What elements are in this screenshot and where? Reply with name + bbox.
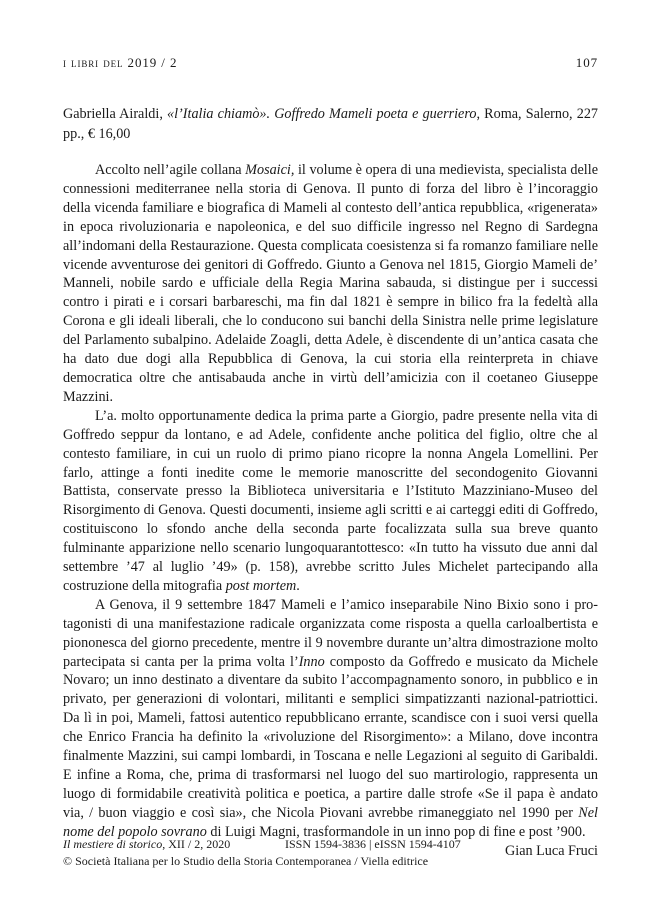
paragraph-text: Accolto nell’agile collana [95, 162, 246, 178]
paragraph-text: il volume è opera di una medievista, specialista delle connessioni mediterranee nella storia di Genova. Il punto di forza del libro è l’incoraggio della vicenda familiare e biografica di Mameli al contesto dell’antica repubblica, «rigenerata» in epoca rivoluzionaria e napoleonica, e del suo difficile ingresso nel Regno di Sardegna all’indomani della Restaurazione. Questa complicata coesistenza si fa romanzo familiare nelle vicende avventurose dei genitori di Goffredo. Giunto a Genova nel 1815, Giorgio Mameli de’ Manneli, nobile sardo e ufficiale della Regia Marina sabauda, si distingue per i successi contro i pirati e i corsari barbareschi, ma fin dal 1821 è sempre in bilico fra la fedeltà alla Corona e gli ideali liberali, che lo conducono sui banchi della Sinistra nelle prime legislature del Parlamento subalpino. Adelaide Zoagli, detta Adele, è discendente di un’antica casata che ha dato due dogi alla Repubblica di Genova, la cui storia ella reinterpreta in chiave democratica oltre che antisabauda anche in virtù dell’amicizia con il coetaneo Giuseppe Mazzini. [63, 162, 598, 405]
citation-author: Gabriella Airaldi, [63, 106, 168, 122]
paragraph-text: A Genova, il 9 settembre 1847 Mameli e l’amico inseparabile Nino Bixio sono i protagonisti di una manifestazione radicale organizzata come risposta a quella carloalbertista e piononesca del giorno precedente, mentre il 9 novembre durante un’altra dimostrazione molto partecipata si canta per la prima volta l’ [63, 596, 598, 670]
paragraph-text: L’a. molto opportunamente dedica la prima parte a Giorgio, padre presente nella vita di Goffredo seppur da lontano, e ad Adele, confidente anche politica del figlio, oltre che al contesto familiare, in cui un ruolo di primo piano ricopre la nonna Angela Lomellini. Per farlo, attinge a fonti inedite come le memorie manoscritte del secondogenito Giovanni Battista, conservate presso la Biblioteca universitaria e l’Istituto Mazziniano-Museo del Risorgimento di Genova. Questi documenti, insieme agli scritti e ai carteggi editi di Goffredo, costituiscono lo sfondo anche della seconda parte focalizzata sulla sua breve quanto fulminante apparizione nello scenario lungoquarantottesco: «In tutto ha vissuto due anni dal settembre ’47 al luglio ’49» (p. 158), avrebbe scritto Jules Michelet partecipando alla costruzione della mitografia [63, 407, 598, 594]
paragraph-3 [63, 596, 598, 842]
footer-journal-issue: , XII / 2, 2020 [162, 837, 231, 851]
review-body [63, 161, 598, 861]
footer-copyright: © Società Italiana per lo Studio della Storia Contemporanea / Viella editrice [63, 854, 429, 868]
paragraph-text: composto da Goffredo e musicato da Michele Novaro; un inno destinato a diventare da subito l’accompagnamento sonoro, in pubblico e in privato, per generazioni di volontari, militanti e semplici simpatizzanti nazional-patriottici. Da lì in poi, Mameli, fattosi autentico repubblicano errante, scandisce con i suoi versi quella che Enrico Francia ha definito la «rivoluzione del Risorgimento»: a Milano, dove incontra finalmente Mazzini, sui campi lombardi, in Toscana e nelle Legazioni al seguito di Garibaldi. E infine a Roma, che, prima di trasformarsi nel luogo del suo martirologio, rappresenta un luogo di formidabile creatività politica e poetica, a partire dalle strofe «Se il papa è andato via, / buon viaggio e così sia», che Nicola Piovani avrebbe rimaneggiato nel 1990 per [63, 653, 598, 821]
paragraph-text: di Luigi Magni, trasformandole in un inno pop di fine e post ’900. [206, 823, 586, 840]
document-page [63, 0, 598, 908]
film-title: Nel nome del popolo sovrano [63, 804, 598, 840]
citation-title: «l’Italia chiamò». Goffredo Mameli poeta e guerriero [167, 106, 477, 122]
series-name: Mosaici, [245, 162, 295, 178]
italic-phrase: post mortem [225, 577, 297, 594]
paragraph-text: . [296, 577, 300, 594]
citation-details: , Roma, Salerno, 227 pp., € 16,00 [63, 106, 599, 142]
footer-line-1 [63, 836, 598, 853]
italic-inno: Inno [298, 653, 325, 670]
paragraph-2 [63, 407, 598, 596]
reviewer-signature: Gian Luca Fruci [505, 842, 598, 859]
book-citation [63, 104, 598, 144]
footer-journal [63, 836, 230, 853]
page-footer [63, 836, 598, 870]
running-head-title: i libri del 2019 / 2 [63, 55, 178, 70]
running-head [63, 55, 598, 75]
footer-issn: ISSN 1594-3836 | eISSN 1594-4107 [285, 837, 461, 851]
page-number: 107 [575, 55, 598, 70]
paragraph-1 [63, 161, 598, 407]
footer-journal-title: Il mestiere di storico [63, 837, 163, 851]
